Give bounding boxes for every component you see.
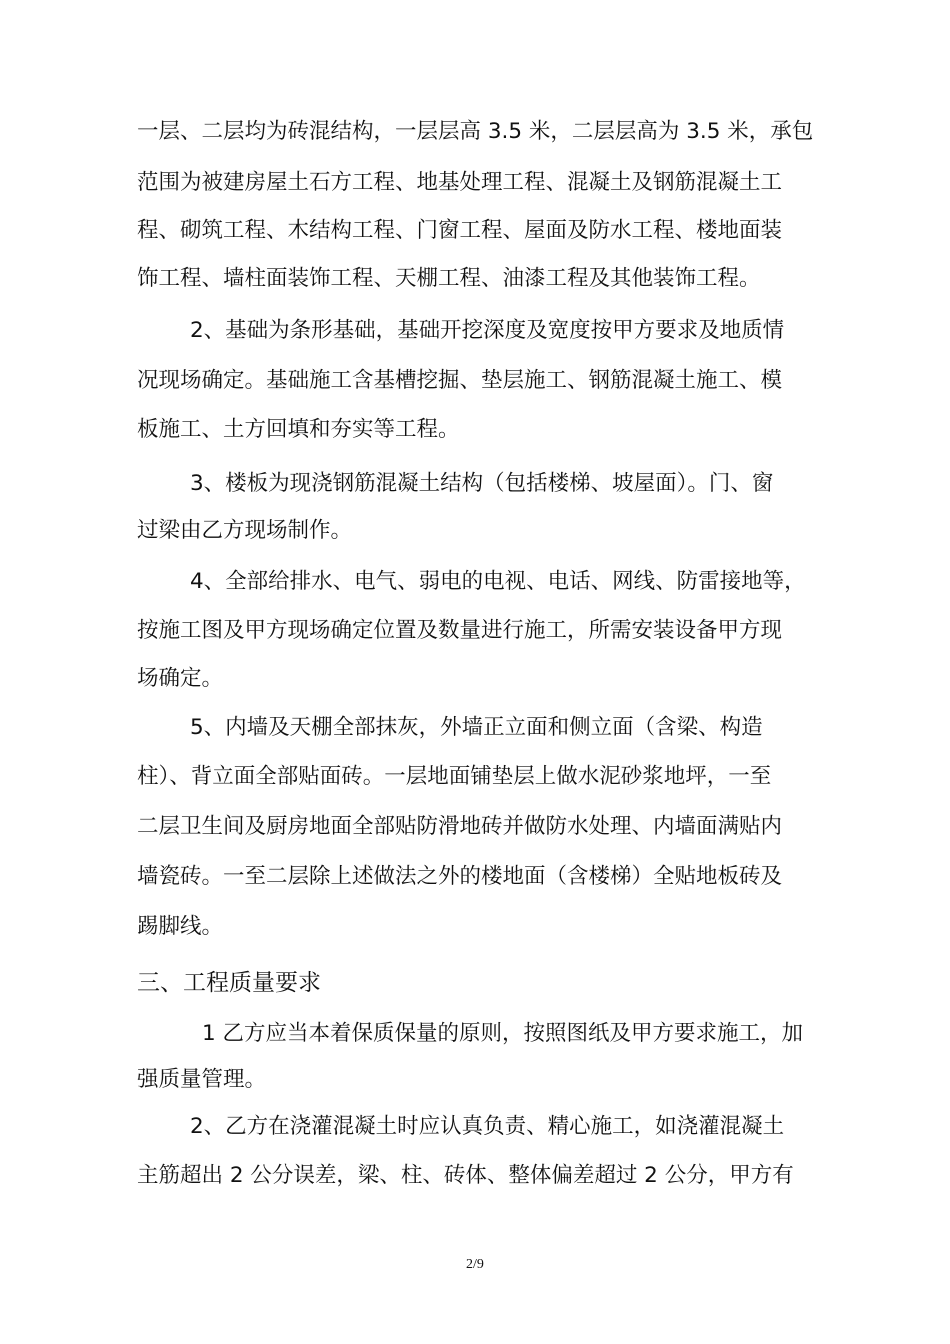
text-line: 饰工程、墙柱面装饰工程、天棚工程、油漆工程及其他装饰工程。 (137, 266, 761, 291)
text-line: 按施工图及甲方现场确定位置及数量进行施工，所需安装设备甲方现 (137, 618, 783, 643)
text-line: 过梁由乙方现场制作。 (137, 518, 353, 543)
text-line: 3、楼板为现浇钢筋混凝土结构（包括楼梯、坡屋面）。门、窗 (190, 471, 774, 496)
text-line: 踢脚线。 (137, 914, 224, 939)
text-line: 场确定。 (137, 666, 224, 691)
text-line: 5、内墙及天棚全部抹灰，外墙正立面和侧立面（含梁、构造 (190, 715, 763, 740)
text-line: 范围为被建房屋土石方工程、地基处理工程、混凝土及钢筋混凝土工 (137, 170, 783, 195)
section-heading: 三、工程质量要求 (137, 970, 321, 996)
text-line: 一层、二层均为砖混结构，一层层高 3.5 米，二层层高为 3.5 米，承包 (137, 119, 814, 144)
text-line: 4、全部给排水、电气、弱电的电视、电话、网线、防雷接地等， (190, 569, 806, 594)
page-number: 2/9 (466, 1257, 484, 1272)
text-line: 板施工、土方回填和夯实等工程。 (137, 417, 460, 442)
text-line: 强质量管理。 (137, 1067, 267, 1092)
text-line: 主筋超出 2 公分误差，梁、柱、砖体、整体偏差超过 2 公分，甲方有 (137, 1163, 794, 1188)
text-line: 柱）、背立面全部贴面砖。一层地面铺垫层上做水泥砂浆地坪，一至 (137, 764, 772, 789)
text-line: 墙瓷砖。一至二层除上述做法之外的楼地面（含楼梯）全贴地板砖及 (137, 864, 783, 889)
text-line: 况现场确定。基础施工含基槽挖掘、垫层施工、钢筋混凝土施工、模 (137, 368, 783, 393)
text-line: 程、砌筑工程、木结构工程、门窗工程、屋面及防水工程、楼地面装 (137, 218, 783, 243)
text-line: 1 乙方应当本着保质保量的原则，按照图纸及甲方要求施工，加 (202, 1021, 804, 1046)
text-line: 2、乙方在浇灌混凝土时应认真负责、精心施工，如浇灌混凝土 (190, 1114, 785, 1139)
text-line: 二层卫生间及厨房地面全部贴防滑地砖并做防水处理、内墙面满贴内 (137, 814, 783, 839)
text-line: 2、基础为条形基础，基础开挖深度及宽度按甲方要求及地质情 (190, 318, 785, 343)
